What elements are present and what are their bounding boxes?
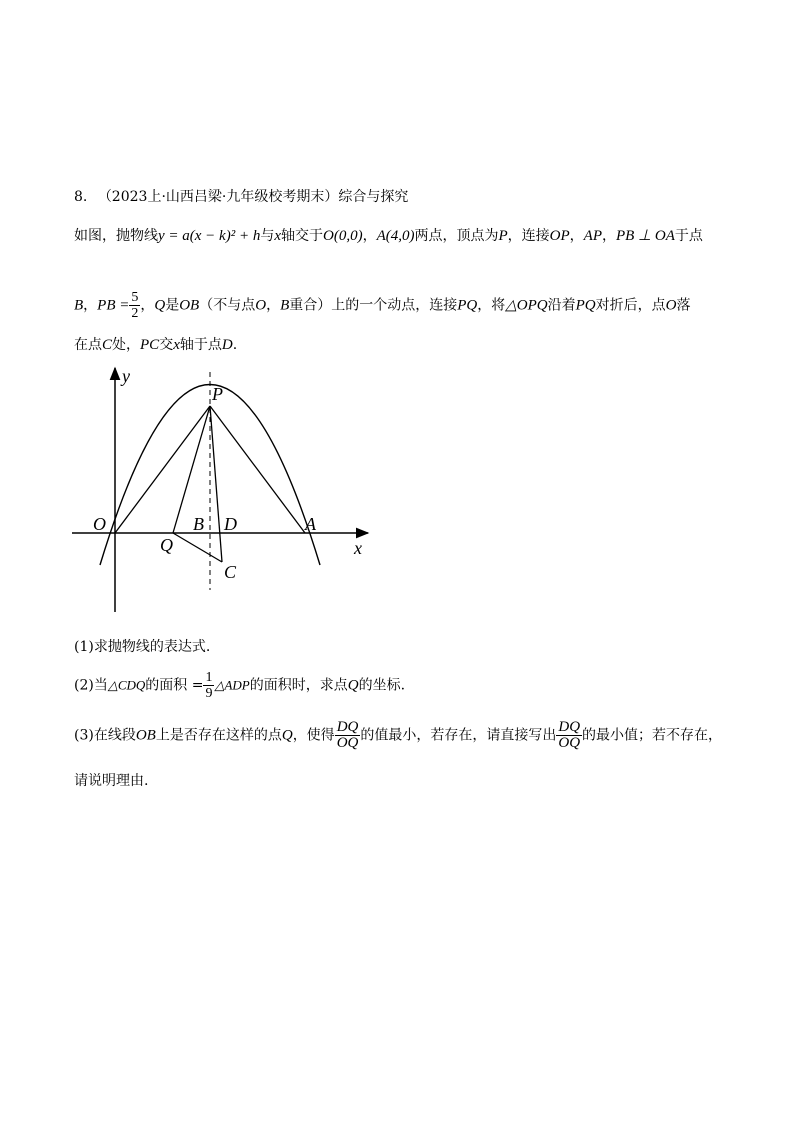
- fraction-1-9: [203, 670, 214, 701]
- segment-QC: [173, 533, 222, 562]
- text: 交: [159, 337, 174, 353]
- question-3: [74, 720, 722, 751]
- x-symbol: x: [274, 228, 281, 244]
- OB-symbol: OB: [135, 727, 156, 744]
- P-symbol: P: [498, 228, 508, 244]
- C-symbol: C: [102, 337, 113, 353]
- label-x: x: [354, 538, 362, 558]
- parabola-equation: y = a(x − k)² + h: [158, 228, 261, 244]
- Q-symbol: Q: [154, 297, 166, 314]
- text: ，使得: [292, 727, 335, 744]
- label-Q: Q: [160, 535, 173, 555]
- text: (3)在线段: [74, 727, 136, 744]
- label-C: C: [224, 562, 237, 582]
- frac-num: 5: [131, 290, 139, 305]
- text: 对折后，点: [595, 297, 666, 314]
- frac-den: OQ: [336, 735, 359, 751]
- frac-num: DQ: [558, 719, 581, 735]
- text: 在点: [74, 337, 102, 353]
- text: 两点，顶点为: [414, 228, 499, 244]
- AP-symbol: AP: [583, 228, 602, 244]
- O-symbol: O: [255, 297, 267, 314]
- triangle-CDQ: △CDQ: [107, 677, 146, 693]
- frac-den: 2: [131, 306, 139, 321]
- perp-statement: PB ⊥ OA: [615, 228, 675, 244]
- text: ，: [266, 297, 281, 314]
- segment-PQ: [173, 406, 210, 533]
- text: 的面积 =: [145, 677, 204, 694]
- text: 于点: [674, 228, 703, 244]
- PQ-symbol: PQ: [575, 297, 596, 314]
- text: .: [232, 337, 238, 353]
- text: 的值最小，若存在，请直接写出: [360, 727, 557, 744]
- OB-symbol: OB: [179, 297, 200, 314]
- text: 轴交于: [281, 228, 323, 244]
- problem-number: 8.: [74, 189, 88, 205]
- label-y: y: [122, 366, 130, 386]
- label-B: B: [193, 514, 204, 534]
- text: ，将: [477, 297, 506, 314]
- segment-PC: [210, 406, 222, 562]
- text: ，: [83, 297, 98, 314]
- text: ，: [140, 297, 155, 314]
- O-symbol: O: [665, 297, 677, 314]
- question-1: (1)求抛物线的表达式.: [74, 639, 211, 655]
- text: （不与点: [199, 297, 256, 314]
- text: 处，: [112, 337, 141, 353]
- text: 落: [676, 297, 691, 314]
- text: 与: [260, 228, 275, 244]
- text: ，连接: [507, 228, 550, 244]
- text: ，: [569, 228, 584, 244]
- label-P: P: [212, 384, 223, 404]
- D-symbol: D: [221, 337, 233, 353]
- question-3-line-2: 请说明理由.: [74, 773, 149, 789]
- frac-den: 9: [205, 686, 213, 701]
- point-A: A(4,0): [376, 228, 415, 244]
- text: 的坐标.: [358, 677, 406, 694]
- triangle-OPQ: △OPQ: [505, 297, 548, 314]
- PB-equals: PB =: [97, 297, 130, 314]
- text: 如图，抛物线: [74, 228, 158, 244]
- fraction-DQ-OQ: [335, 720, 361, 751]
- label-O: O: [93, 514, 106, 534]
- text: (2)当: [74, 677, 108, 694]
- text: 轴于点: [179, 337, 222, 353]
- fraction-DQ-OQ: [556, 720, 582, 751]
- triangle-ADP: △ADP: [214, 677, 250, 693]
- text: ，: [362, 228, 377, 244]
- question-2: [74, 670, 405, 701]
- text: 沿着: [547, 297, 576, 314]
- PC-symbol: PC: [140, 337, 160, 353]
- text: 是: [165, 297, 180, 314]
- label-A: A: [305, 514, 316, 534]
- text: 的面积时，求点: [249, 677, 348, 694]
- x-symbol: x: [173, 337, 180, 353]
- Q-symbol: Q: [281, 727, 293, 744]
- B-symbol: B: [280, 297, 290, 314]
- frac-num: 1: [205, 670, 213, 685]
- text: 的最小值；若不存在，: [582, 727, 723, 744]
- frac-den: OQ: [558, 735, 581, 751]
- Q-symbol: Q: [347, 677, 359, 694]
- problem-source: （2023上·山西吕梁·九年级校考期末）综合与探究: [97, 189, 409, 205]
- frac-num: DQ: [336, 719, 359, 735]
- PQ-symbol: PQ: [457, 297, 478, 314]
- label-D: D: [224, 514, 237, 534]
- text: 重合）上的一个动点，连接: [289, 297, 458, 314]
- OP-symbol: OP: [549, 228, 570, 244]
- point-O: O(0,0): [323, 228, 363, 244]
- text: ，: [601, 228, 616, 244]
- text: 上是否存在这样的点: [155, 727, 282, 744]
- B-symbol: B: [74, 297, 84, 314]
